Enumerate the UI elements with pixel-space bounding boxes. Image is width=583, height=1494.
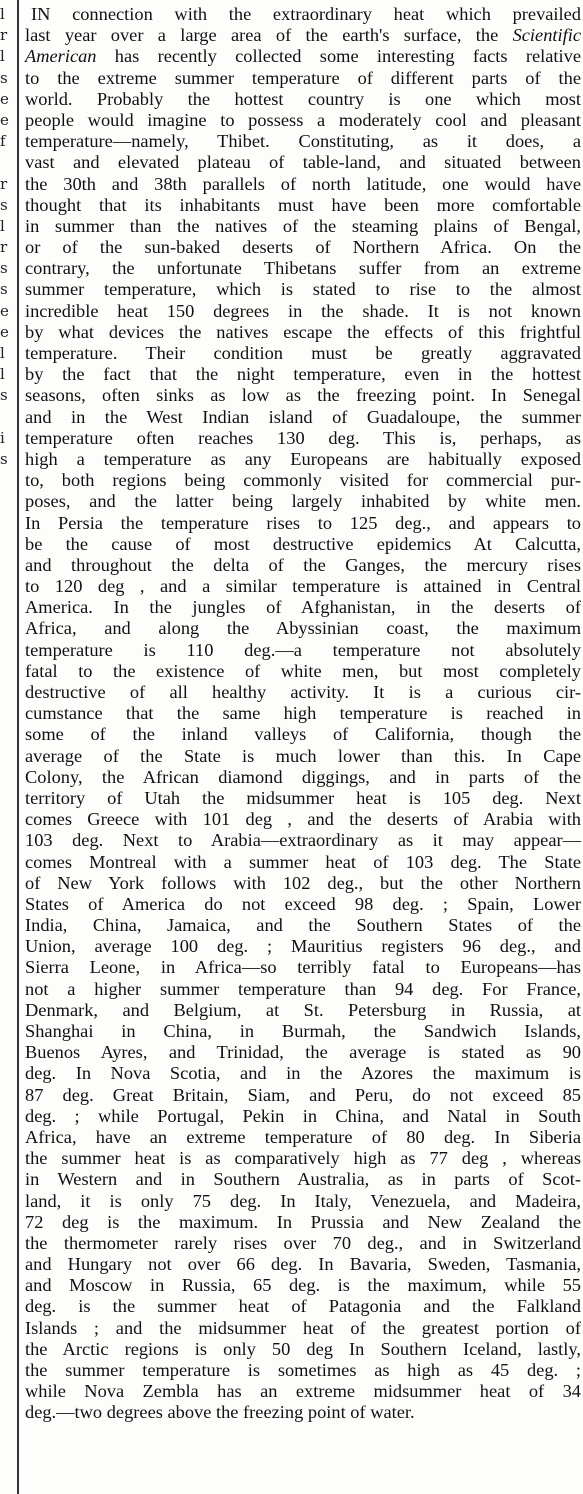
article-line: poses, and the latter being largely inhabited by white men. [25, 491, 581, 512]
article-line: territory of Utah the midsummer heat is 105 deg. Next [25, 787, 581, 808]
article-line: temperature often reaches 130 deg. This is, perhaps, as [25, 427, 581, 448]
article-line: temperature—namely, Thibet. Constituting, as it does, a [25, 131, 581, 152]
gutter-mark: i [0, 428, 5, 447]
article-line: destructive of all healthy activity. It is a curious cir- [25, 682, 581, 702]
article-line: the summer heat is as comparatively high as 77 deg , whereas [25, 1148, 581, 1169]
gutter-mark: s [0, 68, 8, 87]
article-line: Union, average 100 deg. ; Mauritius registers 96 deg., and [25, 936, 581, 957]
gutter-mark: l [0, 5, 5, 23]
article-line: India, China, Jamaica, and the Southern States of the [25, 915, 581, 936]
article-line: by what devices the natives escape the effects of this frightful [25, 321, 581, 342]
article-line: high a temperature as any Europeans are habitually exposed [25, 448, 581, 469]
article-line: world. Probably the hottest country is one which most [25, 88, 581, 109]
article-body [25, 4, 581, 1424]
article-line: thought that its inhabitants must have been more comfortable [25, 194, 581, 215]
article-line: in summer than the natives of the steaming plains of Bengal, [25, 215, 581, 236]
article-line: or of the sun-baked deserts of Northern Africa. On the [25, 237, 581, 258]
gutter-mark [0, 152, 12, 173]
publication-name: Scientific [512, 25, 581, 46]
article-line: while Nova Zembla has an extreme midsummer heat of 34 [25, 1381, 581, 1402]
article-line: IN connection with the extraordinary heat which prevailed [31, 4, 581, 24]
article-line: Shanghai in China, in Burmah, the Sandwich Islands, [25, 1021, 581, 1041]
gutter-mark: f [0, 132, 6, 151]
article-line: in Western and in Southern Australia, as in parts of Scot- [25, 1169, 581, 1190]
article-line: deg.—two degrees above the freezing point of water. [25, 1402, 415, 1423]
article-line: people would imagine to possess a moderately cool and pleasant [25, 109, 581, 130]
article-line: comes Greece with 101 deg , and the deserts of Arabia with [25, 809, 581, 830]
article-line: America. In the jungles of Afghanistan, in the deserts of [25, 597, 581, 618]
article-line: comes Montreal with a summer heat of 103 deg. The State [25, 851, 581, 872]
article-line: contrary, the unfortunate Thibetans suffer from an extreme [25, 258, 581, 279]
gutter-mark: l [0, 344, 5, 362]
article-line: Islands ; and the midsummer heat of the greatest portion of [25, 1317, 581, 1338]
article-line: the 30th and 38th parallels of north latitude, one would have [25, 173, 581, 194]
gutter-mark [0, 491, 12, 512]
article-line: In Persia the temperature rises to 125 deg., and appears to [25, 512, 581, 533]
gutter-mark: s [0, 259, 8, 278]
gutter-mark: r [0, 26, 8, 45]
article-line: Sierra Leone, in Africa—so terribly fatal to Europeans—has [25, 957, 581, 978]
gutter-mark: r [0, 238, 8, 257]
gutter-mark: l [0, 365, 5, 384]
gutter-mark: e [0, 322, 9, 341]
article-line: to the extreme summer temperature of different parts of the [25, 67, 581, 88]
gutter-mark: s [0, 280, 8, 299]
article-line: vast and elevated plateau of table-land, and situated between [25, 152, 581, 173]
article-line: seasons, often sinks as low as the freezing point. In Senegal [25, 385, 581, 406]
gutter-mark: l [0, 216, 5, 235]
article-line: Africa, have an extreme temperature of 80 deg. In Siberia [25, 1126, 581, 1147]
article-line: and Moscow in Russia, 65 deg. is the maximum, while 55 [25, 1275, 581, 1296]
article-line: Africa, and along the Abyssinian coast, the maximum [25, 618, 581, 639]
gutter-mark: e [0, 89, 9, 108]
article-line: temperature. Their condition must be greatly aggravated [25, 343, 581, 363]
article-line: and in the West Indian island of Guadaloupe, the summer [25, 406, 581, 427]
article-line: American has recently collected some interesting facts relative [25, 46, 581, 67]
column-rule [17, 0, 19, 1494]
article-line: summer temperature, which is stated to rise to the almost [25, 279, 581, 300]
gutter-mark [0, 407, 12, 428]
article-line: States of America do not exceed 98 deg. ; Spain, Lower [25, 893, 581, 914]
article-line: of New York follows with 102 deg., but the other Northern [25, 872, 581, 893]
article-line: the thermometer rarely rises over 70 deg., and in Switzerland [25, 1232, 581, 1253]
article-line: deg. In Nova Scotia, and in the Azores the maximum is [25, 1063, 581, 1084]
article-line: to 120 deg , and a similar temperature is attained in Central [25, 576, 581, 597]
article-line: 87 deg. Great Britain, Siam, and Peru, do not exceed 85 [25, 1084, 581, 1105]
article-line: fatal to the existence of white men, but most completely [25, 660, 581, 681]
article-line: be the cause of most destructive epidemics At Calcutta, [25, 533, 581, 554]
gutter-mark [0, 470, 12, 491]
article-line: temperature is 110 deg.—a temperature not absolutely [25, 639, 581, 660]
article-line: and Hungary not over 66 deg. In Bavaria, Sweden, Tasmania, [25, 1254, 581, 1275]
gutter-mark: l [0, 47, 5, 66]
article-line: land, it is only 75 deg. In Italy, Venezuela, and Madeira, [25, 1190, 581, 1211]
article-line: deg. ; while Portugal, Pekin in China, and Natal in South [25, 1105, 581, 1126]
article-line: Buenos Ayres, and Trinidad, the average is stated as 90 [25, 1042, 581, 1063]
article-line: Denmark, and Belgium, at St. Petersburg in Russia, at [25, 999, 581, 1020]
article-line: the Arctic regions is only 50 deg In Southern Iceland, lastly, [25, 1338, 581, 1359]
gutter-mark: s [0, 195, 8, 214]
article-line: and throughout the delta of the Ganges, the mercury rises [25, 554, 581, 575]
article-line: to, both regions being commonly visited for commercial pur- [25, 470, 581, 491]
article-line: incredible heat 150 degrees in the shade. It is not known [25, 300, 581, 321]
article-line: 103 deg. Next to Arabia—extraordinary as it may appear— [25, 830, 581, 851]
article-line: 72 deg is the maximum. In Prussia and New Zealand the [25, 1211, 581, 1232]
article-line: Colony, the African diamond diggings, and in parts of the [25, 766, 581, 787]
publication-name: American [25, 46, 97, 67]
article-line: last year over a large area of the earth's surface, the Scientific [25, 25, 581, 46]
article-line: cumstance that the same high temperature is reached in [25, 703, 581, 724]
article-line: not a higher summer temperature than 94 deg. For France, [25, 978, 581, 999]
gutter-mark: r [0, 174, 8, 193]
gutter-mark: e [0, 301, 9, 320]
article-line: deg. is the summer heat of Patagonia and the Falkland [25, 1296, 581, 1317]
gutter-mark: s [0, 449, 8, 468]
gutter-mark: s [0, 386, 8, 405]
gutter-mark: e [0, 110, 9, 129]
article-line: the summer temperature is sometimes as high as 45 deg. ; [25, 1360, 581, 1380]
adjacent-column-edge [0, 4, 12, 513]
article-line: average of the State is much lower than this. In Cape [25, 745, 581, 766]
article-line: some of the inland valleys of California, though the [25, 724, 581, 745]
article-line: by the fact that the night temperature, even in the hottest [25, 364, 581, 385]
